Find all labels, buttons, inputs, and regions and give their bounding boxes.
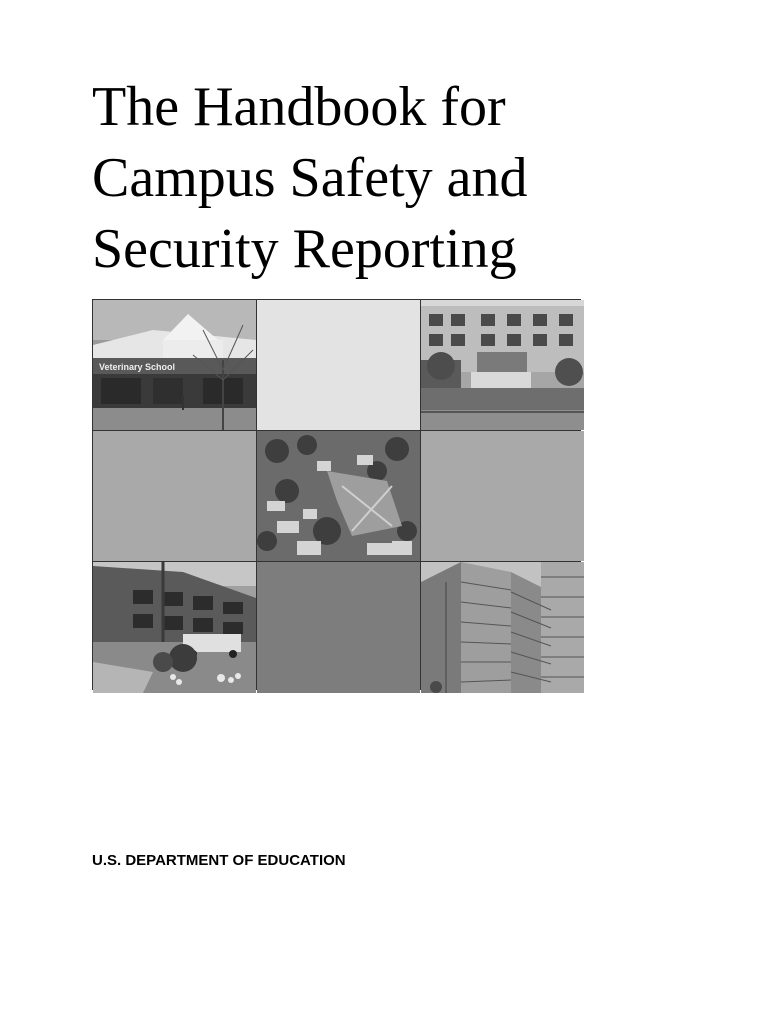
title-line-2: Campus Safety and <box>92 147 528 209</box>
gray-panel-dark <box>257 562 420 693</box>
title-line-3: Security Reporting <box>92 218 517 280</box>
gray-panel-medium <box>93 431 256 561</box>
gray-panel-medium <box>421 431 584 561</box>
title-line-1: The Handbook for <box>92 76 506 138</box>
cover-photo-grid <box>92 299 581 690</box>
gray-panel-light <box>257 300 420 430</box>
photo-high-rise-buildings <box>421 562 584 693</box>
photo-campus-building <box>421 300 584 430</box>
publisher-name: U.S. DEPARTMENT OF EDUCATION <box>92 852 346 869</box>
photo-building-with-car <box>93 562 256 693</box>
document-title <box>92 72 712 285</box>
photo-veterinary-school <box>93 300 256 430</box>
photo-aerial-campus <box>257 431 420 561</box>
sign-text: Veterinary School <box>99 362 176 372</box>
